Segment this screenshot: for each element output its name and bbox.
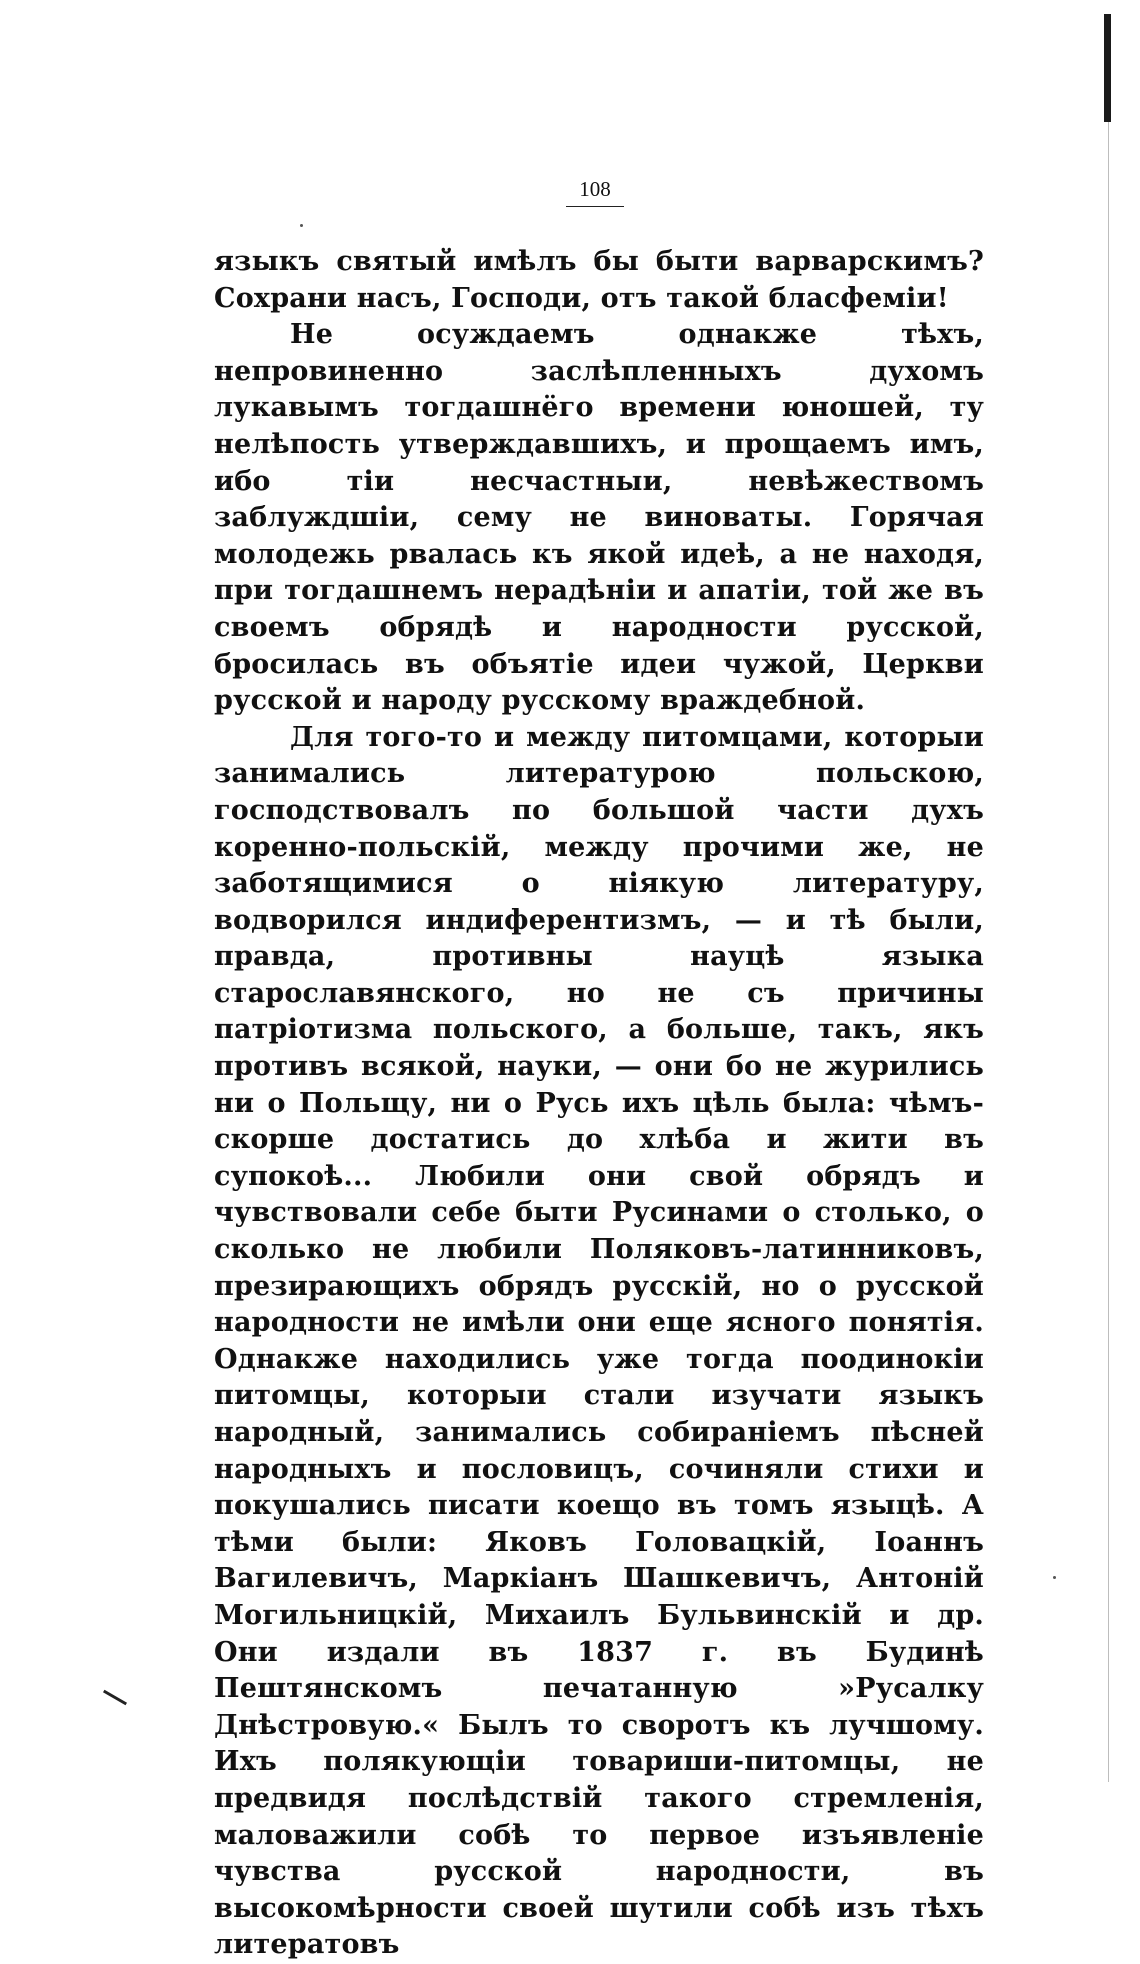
page-edge-line: [1108, 122, 1109, 1782]
binding-edge-mark: [1104, 14, 1111, 122]
paragraph: Для того-то и между питомцами, которыи занимались литературою польскою, господствовалъ по большой части духъ коренно-польскій, между прочими же, не заботящимися о ніякую литературу, водворился индиферентизмъ, — и тѣ были, правда, противны науцѣ языка старославянского, но не съ причины патріотизма польского, а больше, такъ, якъ противъ всякой, науки, — они бо не журились ни о Польщу, ни о Русь ихъ цѣль была: чѣмъ-скорше достатись до хлѣба и жити въ супокоѣ... Любили они свой обрядъ и чувствовали себе быти Русинами о столько, о сколько не любили Поляковъ-латинниковъ, презирающихъ обрядъ русскій, но о русской народности не имѣли они еще ясного понятія. Однакже находились уже тогда поодинокіи питомцы, которыи стали изучати языкъ народный, занимались собираніемъ пѣсней народныхъ и пословицъ, сочиняли стихи и покушались писати коещо въ томъ языцѣ. А тѣми были: Яковъ Головацкій, Іоаннъ Вагилевичъ, Маркіанъ Шашкевичъ, Антоній Могильницкій, Михаилъ Бульвинскій и др. Они издали въ 1837 г. въ Будинѣ Пештянскомъ печатанную »Русалку Днѣстровую.« Былъ то своротъ къ лучшому. Ихъ полякующіи товариши-питомцы, не предвидя послѣдствій такого стремленія, маловажили собѣ то первое изъявленіе чувства русской народности, въ высокомѣрности своей шутили собѣ изъ тѣхъ литератовъ: [214, 721, 984, 1961]
paragraph: языкъ святый имѣлъ бы быти варварскимъ? Сохрани насъ, Господи, отъ такой бласфеміи!: [214, 246, 984, 314]
body-text: [214, 244, 984, 1964]
page-number: 108: [579, 177, 611, 201]
scan-artifact-mark: [103, 1690, 127, 1706]
paragraph: Не осуждаемъ однакже тѣхъ, непровиненно заслѣпленныхъ духомъ лукавымъ тогдашнёго времени юношей, ту нелѣпость утверждавшихъ, и прощаемъ имъ, ибо тіи несчастныи, невѣжествомъ заблуждшіи, сему не виноваты. Горячая молодежь рвалась къ якой идеѣ, а не находя, при тогдашнемъ нерадѣніи и апатіи, той же въ своемъ обрядѣ и народности русской, бросилась въ объятіе идеи чужой, Церкви русской и народу русскому враждебной.: [214, 319, 984, 717]
scan-artifact-dot: [300, 224, 303, 227]
scan-artifact-dot: [1053, 1576, 1056, 1579]
page-number-rule: [566, 206, 624, 207]
